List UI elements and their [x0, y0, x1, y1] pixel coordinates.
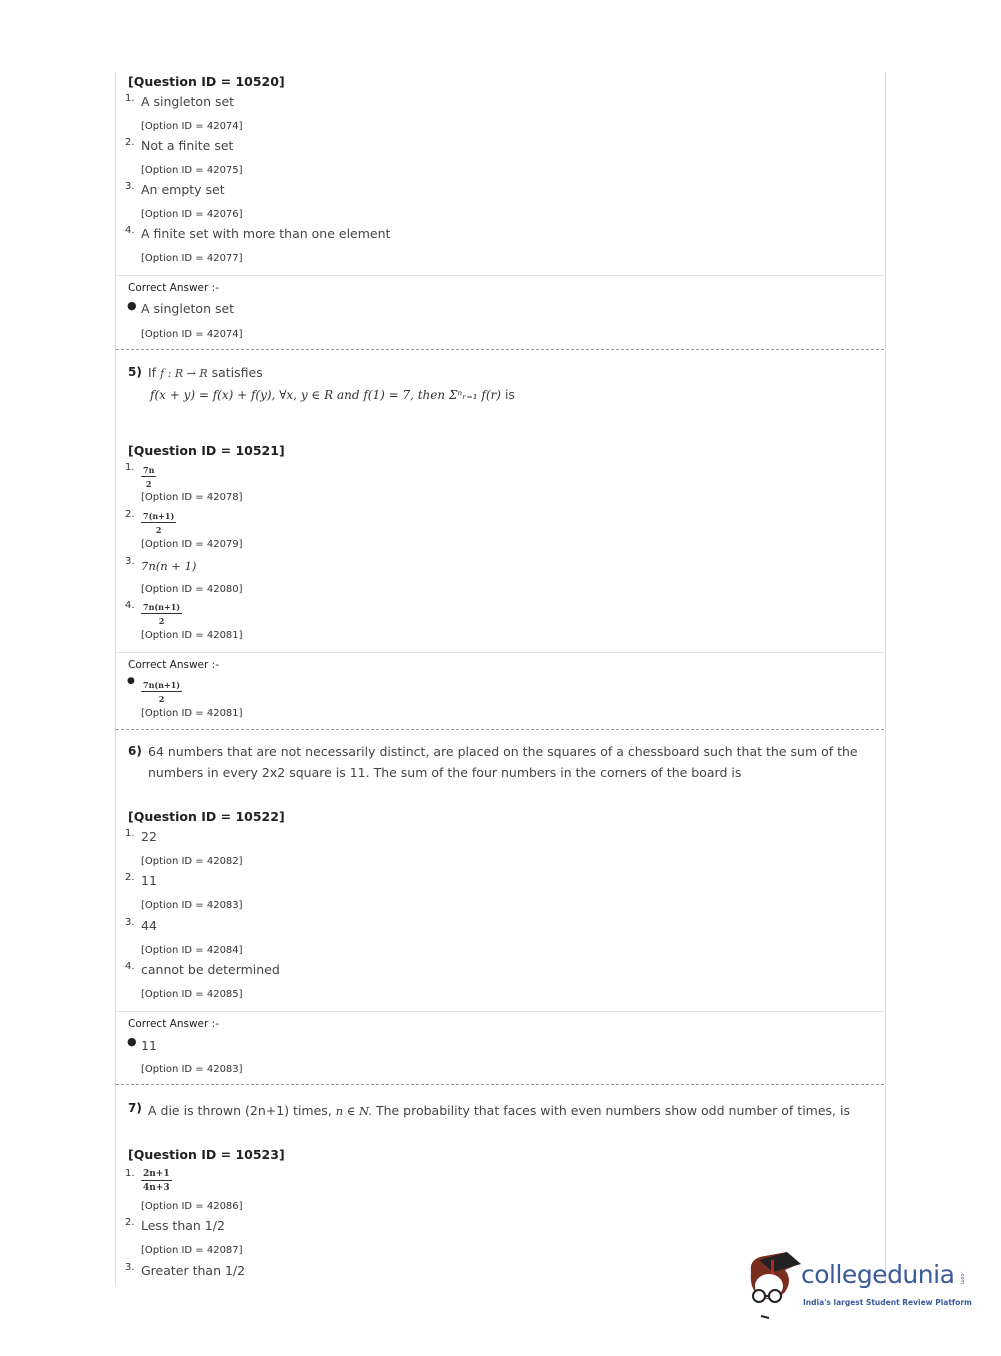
- option-fraction: [141, 461, 156, 489]
- question-number: 7): [128, 1101, 142, 1115]
- option-fraction: [141, 1164, 172, 1193]
- denominator: 2: [145, 479, 152, 489]
- option-text: An empty set: [141, 182, 225, 197]
- question-id: [Question ID = 10520]: [128, 74, 285, 89]
- option-number: 2.: [125, 1217, 135, 1228]
- option-id: [Option ID = 42077]: [141, 253, 243, 264]
- question-text-part: satisfies: [211, 365, 263, 380]
- option-number: 2.: [125, 137, 135, 148]
- question-number: 5): [128, 365, 142, 379]
- correct-answer-label: Correct Answer :-: [128, 1018, 219, 1030]
- option-id: [Option ID = 42075]: [141, 165, 243, 176]
- divider: [116, 1011, 884, 1012]
- question-separator: [116, 729, 884, 730]
- divider: [116, 275, 884, 276]
- option-text: 22: [141, 829, 157, 844]
- option-id: [Option ID = 42087]: [141, 1245, 243, 1256]
- option-id: [Option ID = 42081]: [141, 708, 243, 719]
- numerator: 7n(n+1): [143, 680, 181, 690]
- option-id: [Option ID = 42079]: [141, 539, 243, 550]
- option-fraction: [141, 507, 176, 535]
- question-separator: [116, 1084, 884, 1085]
- option-text: Not a finite set: [141, 138, 234, 153]
- correct-answer-fraction: [141, 676, 182, 704]
- option-text: 44: [141, 918, 157, 933]
- question-text-part: A die is thrown (2n+1) times,: [148, 1103, 332, 1118]
- option-number: 4.: [125, 961, 135, 972]
- logo-tagline: India's largest Student Review Platform: [803, 1298, 972, 1307]
- math-expression: f(x + y) = f(x) + f(y), ∀x, y ∈ R and f(1) = 7, then Σⁿᵣ₌₁ f(r): [150, 388, 501, 402]
- denominator: 2: [158, 694, 165, 704]
- bullet-icon: ●: [127, 676, 135, 686]
- numerator: 7n: [143, 465, 155, 475]
- option-id: [Option ID = 42074]: [141, 329, 243, 340]
- option-text: A finite set with more than one element: [141, 226, 391, 241]
- mascot-icon: [745, 1250, 805, 1320]
- correct-answer-label: Correct Answer :-: [128, 659, 219, 671]
- option-id: [Option ID = 42080]: [141, 584, 243, 595]
- option-fraction: [141, 598, 182, 626]
- option-text: cannot be determined: [141, 962, 280, 977]
- collegedunia-logo: [745, 1250, 970, 1320]
- option-id: [Option ID = 42086]: [141, 1201, 243, 1212]
- question-text-line: numbers in every 2x2 square is 11. The sum of the four numbers in the corners of the board is: [148, 765, 742, 780]
- question-number: 6): [128, 744, 142, 758]
- option-number: 3.: [125, 1262, 135, 1273]
- option-number: 1.: [125, 828, 135, 839]
- option-text: Greater than 1/2: [141, 1263, 246, 1278]
- question-text-part: is: [504, 387, 515, 402]
- logo-suffix: .com: [959, 1272, 965, 1285]
- option-number: 3.: [125, 556, 135, 567]
- option-text: Less than 1/2: [141, 1218, 225, 1233]
- option-number: 4.: [125, 600, 135, 611]
- option-id: [Option ID = 42081]: [141, 630, 243, 641]
- question-text-part: If: [148, 365, 157, 380]
- question-text: [148, 1103, 850, 1118]
- option-number: 1.: [125, 462, 135, 473]
- question-formula: [150, 387, 515, 402]
- option-id: [Option ID = 42083]: [141, 1064, 243, 1075]
- question-id: [Question ID = 10521]: [128, 443, 285, 458]
- option-number: 3.: [125, 181, 135, 192]
- option-number: 3.: [125, 917, 135, 928]
- correct-answer-text: A singleton set: [141, 301, 235, 316]
- option-id: [Option ID = 42078]: [141, 492, 243, 503]
- correct-answer-text: 11: [141, 1038, 157, 1053]
- denominator: 2: [158, 616, 165, 626]
- option-text: 11: [141, 873, 157, 888]
- question-id: [Question ID = 10523]: [128, 1147, 285, 1162]
- question-text: [148, 365, 263, 380]
- option-text: 7n(n + 1): [141, 559, 197, 573]
- question-separator: [116, 349, 884, 350]
- option-number: 1.: [125, 93, 135, 104]
- bullet-icon: ●: [127, 1035, 137, 1048]
- numerator: 7(n+1): [143, 511, 175, 521]
- option-id: [Option ID = 42074]: [141, 121, 243, 132]
- question-id: [Question ID = 10522]: [128, 809, 285, 824]
- bullet-icon: ●: [127, 299, 137, 312]
- correct-answer-label: Correct Answer :-: [128, 282, 219, 294]
- numerator: 2n+1: [143, 1169, 170, 1179]
- numerator: 7n(n+1): [143, 602, 181, 612]
- denominator: 4n+3: [143, 1183, 170, 1193]
- option-id: [Option ID = 42084]: [141, 945, 243, 956]
- option-id: [Option ID = 42083]: [141, 900, 243, 911]
- option-id: [Option ID = 42076]: [141, 209, 243, 220]
- divider: [116, 652, 884, 653]
- option-text: A singleton set: [141, 94, 235, 109]
- logo-wordmark: collegedunia: [801, 1260, 955, 1289]
- option-number: 2.: [125, 872, 135, 883]
- option-number: 1.: [125, 1168, 135, 1179]
- math-expression: n ∈ N.: [335, 1104, 372, 1118]
- question-text-line: 64 numbers that are not necessarily distinct, are placed on the squares of a chessboard such that the sum of the: [148, 744, 858, 759]
- option-id: [Option ID = 42082]: [141, 856, 243, 867]
- option-number: 4.: [125, 225, 135, 236]
- option-id: [Option ID = 42085]: [141, 989, 243, 1000]
- math-expression: f : R → R: [160, 367, 208, 380]
- option-number: 2.: [125, 509, 135, 520]
- question-text-part: The probability that faces with even numbers show odd number of times, is: [375, 1103, 850, 1118]
- denominator: 2: [155, 525, 162, 535]
